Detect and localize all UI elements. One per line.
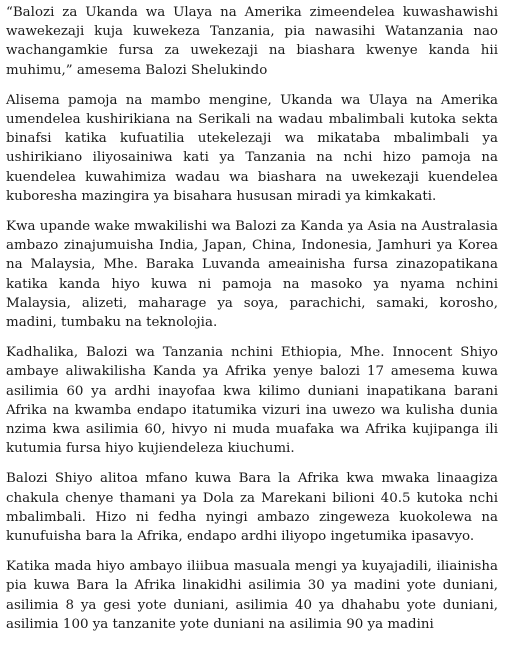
paragraph-minerals: Katika mada hiyo ambayo iliibua masuala mengi ya kuyajadili, iliainisha pia kuwa Bara la Afrika linakidhi asilimia 30 ya madini yote duniani, asilimia 8 ya gesi yote duniani, asilimia 40 ya dhahabu yote duniani, asilimia 100 ya tanzanite yote duniani na asilimia 90 ya madini <box>6 559 498 632</box>
paragraph-africa-ethiopia: Kadhalika, Balozi wa Tanzania nchini Ethiopia, Mhe. Innocent Shiyo ambaye aliwakilisha Kanda ya Afrika yenye balozi 17 amesema kuwa asilimia 60 ya ardhi inayofaa kwa kilimo duniani inapatikana barani Afrika na kwamba endapo itatumika vizuri ina uwezo wa kulisha dunia nzima kwa asilimia 60, hivyo ni muda muafaka wa Afrika kujipanga ili kutumia fursa hiyo kujiendeleza kiuchumi. <box>6 345 498 457</box>
paragraph-food-imports: Balozi Shiyo alitoa mfano kuwa Bara la Afrika kwa mwaka linaagiza chakula chenye thamani ya Dola za Marekani bilioni 40.5 kutoka nchi mbalimbali. Hizo ni fedha nyingi ambazo zingeweza kuokolewa na kunufuisha bara la Afrika, endapo ardhi iliyopo ingetumika ipasavyo. <box>6 471 498 545</box>
paragraph-quote-shelukindo: “Balozi za Ukanda wa Ulaya na Amerika zimeendelea kuwashawishi wawekezaji kuja kuwekeza Tanzania, pia nawasihi Watanzania nao wachangamkie fursa za uwekezaji na biashara kwenye kanda hii muhimu,” amesema Balozi Shelukindo <box>6 5 498 78</box>
document-body <box>6 3 498 645</box>
paragraph-asia-australasia: Kwa upande wake mwakilishi wa Balozi za Kanda ya Asia na Australasia ambazo zinajumuisha India, Japan, China, Indonesia, Jamhuri ya Korea na Malaysia, Mhe. Baraka Luvanda ameainisha fursa zinazopatikana katika kanda hiyo kuwa ni pamoja na masoko ya nyama nchini Malaysia, alizeti, maharage ya soya, parachichi, samaki, korosho, madini, tumbaku na teknolojia. <box>6 219 498 331</box>
paragraph-europe-america: Alisema pamoja na mambo mengine, Ukanda wa Ulaya na Amerika umendelea kushirikiana na Serikali na wadau mbalimbali kutoka sekta binafsi katika kufuatilia utekelezaji wa mikataba mbalimbali ya ushirikiano iliyosainiwa kati ya Tanzania na nchi hizo pamoja na kuendelea kuwahimiza wadau wa biashara na uwekezaji kuendelea kuboresha mazingira ya bisahara hususan miradi ya kimkakati. <box>6 92 498 204</box>
